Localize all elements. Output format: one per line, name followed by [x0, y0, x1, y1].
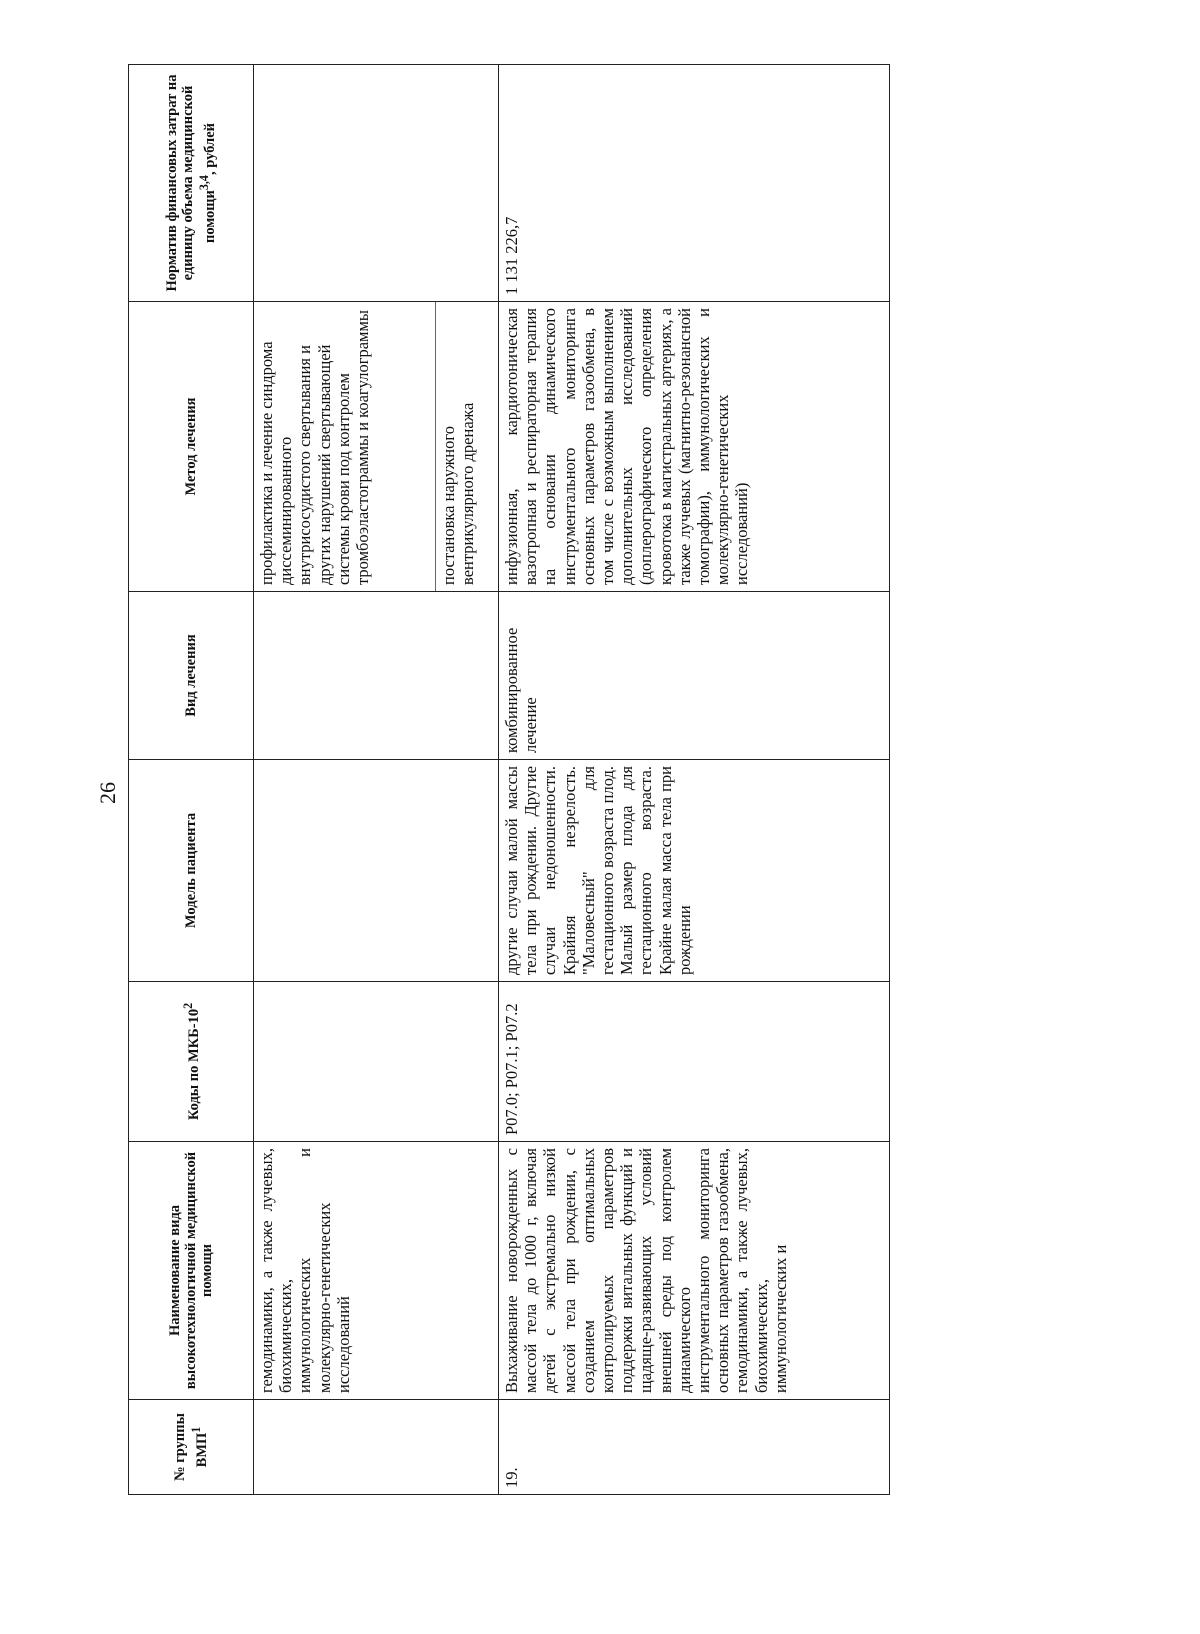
cell-group: 19.: [499, 1400, 890, 1495]
cell-type: [254, 592, 499, 760]
cell-norm: [254, 65, 499, 302]
header-name: Наименование вида высокотехнологичной медицинской помощи: [129, 1142, 254, 1400]
cell-name: Выхаживание новорожденных с массой тела до 1000 г, включая детей с экстремально низкой массой тела при рождении, с созданием оптимальных контролируемых параметров поддержки витальных функций и щадяще-развивающих условий внешней среды под контролем динамического инструментального мониторинга основных параметров газообмена, гемодинамики, а также лучевых, биохимических, иммунологических и: [499, 1142, 890, 1400]
cell-codes: P07.0; P07.1; P07.2: [499, 982, 890, 1142]
header-row: [129, 65, 254, 1495]
header-norm: Норматив финансовых затрат на единицу объема медицинской помощи$^{3,4}$, рублей: [129, 65, 254, 302]
header-group-no: № группы ВМП$^1$: [129, 1400, 254, 1495]
rotated-table-sheet: [128, 65, 890, 1495]
cell-type: комбинированное лечение: [499, 592, 890, 760]
cell-norm: 1 131 226,7: [499, 65, 890, 302]
table-row: [254, 65, 499, 1495]
table-row: [499, 65, 890, 1495]
header-type: Вид лечения: [129, 592, 254, 760]
header-method: Метод лечения: [129, 302, 254, 592]
cell-codes: [254, 982, 499, 1142]
page-number: 26: [95, 782, 120, 804]
cell-model: другие случаи малой массы тела при рождении. Другие случаи недоношенности. Крайняя незрелость. "Маловесный" для гестационного возраста плод. Малый размер плода для гестационного возраста. Крайне малая масса тела при рождении: [499, 760, 890, 982]
vmp-table: [128, 64, 890, 1495]
header-model: Модель пациента: [129, 760, 254, 982]
cell-group: [254, 1400, 499, 1495]
cell-model: [254, 760, 499, 982]
cell-method: [254, 302, 499, 592]
cell-name: гемодинамики, а также лучевых, биохимических, иммунологических и молекулярно-генетических исследований: [254, 1142, 499, 1400]
header-codes: Коды по МКБ-$10^2$: [129, 982, 254, 1142]
method-item: профилактика и лечение синдрома диссеминированного внутрисосудистого свертывания и других нарушений свертывающей системы крови под контролем тромбоэластограммы и коагулограммы: [257, 309, 373, 585]
method-item: постановка наружного вентрикулярного дренажа: [435, 302, 480, 591]
cell-method: инфузионная, кардиотоническая вазотропная и респираторная терапия на основании динамического инструментального мониторинга основных параметров газообмена, в том числе с возможным выполнением дополнительных исследований (доплерографического определения кровотока в магистральных артериях, а также лучевых (магнитно-резонансной томографии), иммунологических и молекулярно-генетических исследований): [499, 302, 890, 592]
